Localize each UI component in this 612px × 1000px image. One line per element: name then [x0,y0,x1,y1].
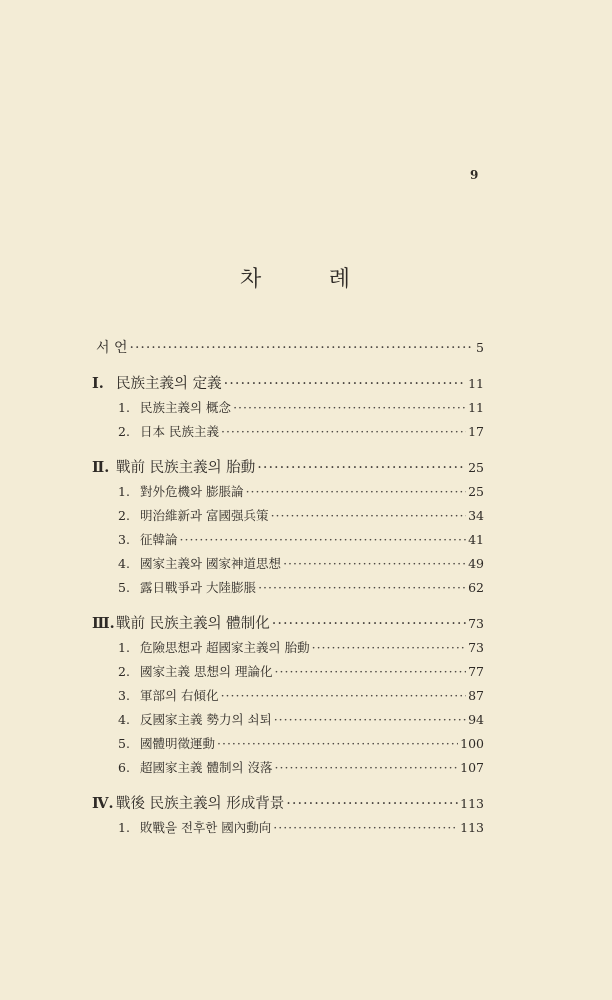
toc-entry-intro [92,336,484,360]
dot-leader [271,504,467,528]
dot-leader [257,456,466,480]
toc-entry-page: 5 [476,340,484,355]
section-title: 危險思想과 超國家主義의 胎動 [140,640,310,655]
section-title: 國體明徵運動 [140,736,216,751]
section-title: 軍部의 右傾化 [140,688,219,703]
toc-section [92,708,484,732]
dot-leader [275,660,467,684]
dot-leader [221,684,467,708]
chapter-title: 戰前 民族主義의 體制化 [116,616,270,632]
section-number: 3. [118,532,130,547]
page-title-char: 차 [240,267,262,292]
table-of-contents [92,336,484,840]
section-number: 5. [118,736,130,751]
toc-section [92,420,484,444]
toc-chapter [92,792,484,816]
section-title: 征韓論 [140,532,178,547]
dot-leader [246,480,467,504]
chapter-number: Ⅱ. [92,459,110,476]
chapter-page: 11 [468,376,484,391]
toc-section [92,732,484,756]
section-number: 4. [118,556,130,571]
section-title: 民族主義의 概念 [140,400,232,415]
dot-leader [180,528,467,552]
toc-section [92,576,484,600]
chapter-title: 民族主義의 定義 [116,376,222,392]
section-title: 日本 民族主義 [140,424,219,439]
dot-leader [275,756,459,780]
chapter-number: Ⅲ. [92,615,115,632]
section-page: 62 [468,580,484,595]
section-page: 77 [468,664,484,679]
section-page: 94 [468,712,484,727]
toc-section [92,552,484,576]
toc-section [92,636,484,660]
toc-section [92,396,484,420]
page-title-char: 례 [328,267,350,292]
section-page: 25 [468,484,484,499]
toc-section [92,504,484,528]
dot-leader [221,420,466,444]
section-title: 國家主義 思想의 理論化 [140,664,273,679]
chapter-page: 113 [460,796,484,811]
section-page: 100 [460,736,484,751]
section-number: 2. [118,508,130,523]
section-number: 1. [118,400,130,415]
toc-entry-title: 서 언 [96,340,128,356]
toc-chapter [92,612,484,636]
section-number: 2. [118,664,130,679]
dot-leader [286,792,458,816]
dot-leader [224,372,466,396]
dot-leader [312,636,466,660]
section-number: 6. [118,760,130,775]
section-page: 113 [460,820,484,835]
dot-leader [258,576,466,600]
section-page: 49 [468,556,484,571]
section-number: 2. [118,424,130,439]
section-title: 超國家主義 體制의 沒落 [140,760,273,775]
section-title: 明治維新과 富國强兵策 [140,508,269,523]
section-title: 反國家主義 勢力의 쇠퇴 [140,712,272,727]
section-page: 34 [468,508,484,523]
page-number: 9 [470,168,479,182]
toc-chapter [92,372,484,396]
toc-section [92,756,484,780]
section-title: 國家主義와 國家神道思想 [140,556,282,571]
toc-section [92,480,484,504]
dot-leader [273,816,458,840]
page-title [240,262,350,293]
section-page: 87 [468,688,484,703]
section-number: 3. [118,688,130,703]
section-number: 1. [118,820,130,835]
section-title: 對外危機와 膨脹論 [140,484,244,499]
section-number: 1. [118,484,130,499]
chapter-number: Ⅰ. [92,375,104,392]
dot-leader [274,708,466,732]
dot-leader [272,612,466,636]
chapter-number: Ⅳ. [92,795,114,812]
toc-section [92,816,484,840]
chapter-page: 25 [468,460,484,475]
chapter-title: 戰後 民族主義의 形成背景 [116,796,285,812]
section-number: 5. [118,580,130,595]
section-page: 17 [468,424,484,439]
dot-leader [130,336,475,360]
toc-chapter [92,456,484,480]
section-page: 107 [460,760,484,775]
section-page: 41 [468,532,484,547]
chapter-page: 73 [468,616,484,631]
dot-leader [233,396,466,420]
section-page: 73 [468,640,484,655]
dot-leader [217,732,458,756]
section-title: 露日戰爭과 大陸膨脹 [140,580,257,595]
section-page: 11 [468,400,484,415]
dot-leader [283,552,466,576]
toc-section [92,684,484,708]
section-title: 敗戰을 전후한 國內動向 [140,820,272,835]
section-number: 1. [118,640,130,655]
chapter-title: 戰前 民族主義의 胎動 [116,460,256,476]
section-number: 4. [118,712,130,727]
toc-section [92,528,484,552]
toc-section [92,660,484,684]
